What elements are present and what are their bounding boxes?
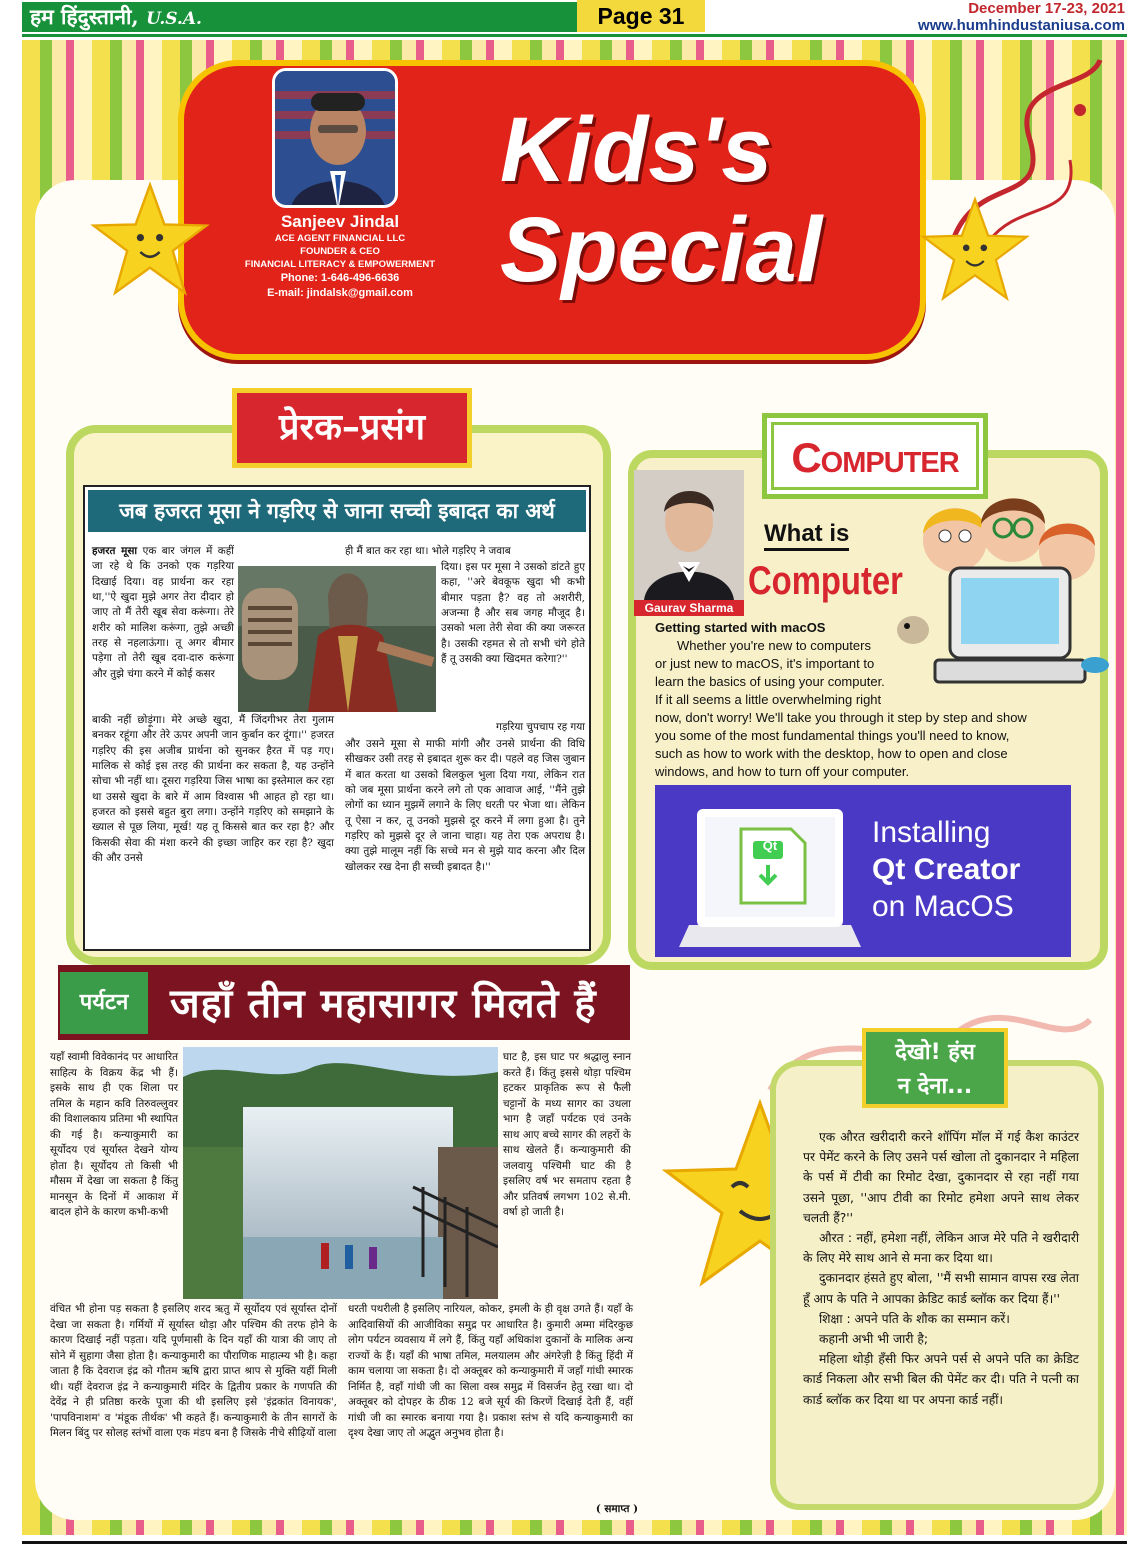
computer-body-line: learn the basics of using your computer. <box>655 674 885 689</box>
computer-body-line: you some of the most fundamental things you'll need to know, <box>655 728 1010 743</box>
author-email[interactable]: E-mail: jindalsk@gmail.com <box>267 287 413 299</box>
joke-paragraph: औरत : नहीं, हमेशा नहीं, लेकिन आज मेरे पति ने खरीदारी के लिए मेरे साथ आने से मना कर दिया था। <box>803 1231 1079 1266</box>
author-byline <box>230 212 450 301</box>
date-box <box>918 0 1125 34</box>
qt-caption-line: Qt Creator <box>872 853 1021 886</box>
computer-body-line: or just new to macOS, it's important to <box>655 656 875 671</box>
computer-body-line: If it all seems a little overwhelming right <box>655 692 882 707</box>
moses-illustration <box>238 566 436 712</box>
getting-started-subhead: Getting started with macOS <box>655 620 826 635</box>
end-mark: ( समाप्त ) <box>595 1503 638 1515</box>
computer-body-line: such as how to work with the desktop, how to open and close <box>655 746 1008 761</box>
columnist-photo <box>634 470 744 600</box>
qt-caption-line: Installing <box>872 816 991 849</box>
joke-label-line1: देखो! हंस <box>895 1040 975 1065</box>
issue-date: December 17-23, 2021 <box>968 0 1125 17</box>
paryatan-headline: जहाँ तीन महासागर मिलते हैं <box>170 981 597 1027</box>
bottom-rule <box>22 1541 1127 1544</box>
masthead-rule <box>22 34 1127 37</box>
computer-label-box <box>762 413 988 499</box>
story-col2-bottom: और उसने मूसा से माफी मांगी और उनसे प्रार्थना की विधि सीखकर उसी तरह से इबादत शुरू कर दी। पहले वह जिस जुबान में बात करता था उसको बिलकुल भुला दिया गया, लेकिन रात को जब मूसा प्रार्थना करने लगे तो एक आवाज आई, ''मैंने तुझे लोगों का ध्यान मुझमें लगाने के लिए धरती पर भेजा था। लेकिन तू ऐसा न कर, तू उनको मुझसे दूर करने में लगा हुआ है। तुने गड़रिए को मुझसे दूर ले जाना चाहा। यह तेरा एक अपराध है। क्या तुझे मालूम नहीं कि सच्चे मन से मुझे याद करना और दिल खोलकर रख देना ही सच्ची इबादत है।'' <box>345 738 585 873</box>
paryatan-tag: पर्यटन <box>60 972 148 1034</box>
story-col1-bottom: बाकी नहीं छोड़ूंगा। मेरे अच्छे खुदा, मैं जिंदगीभर तेरा गुलाम बनकर रहूंगा और तेरे ऊपर अपनी जान कुर्बान कर दूंगा।'' हजरत गड़रिए की इस अजीब प्रार्थना को सुनकर हैरत में पड़ गए। मालिक से कोई इस तरह की प्रार्थना कर सकता है, यह उन्होंने सोचा भी नहीं था। दूसरा गड़रिया जिस भाषा का इस्तेमाल कर रहा था उससे खुदा के बारे में आम विश्वास भी आहत हो रहा था। हजरत को इससे बहुत बुरा लगा। उन्होंने गड़रिए को समझाने के ख्याल से पूछ लिया, मूर्ख! यह तू किससे बात कर रहा है? और किसकी सेवा की मंशा करने की इच्छा जाहिर कर रहा है? खुदा की और उनसे <box>92 714 334 865</box>
author-phone: Phone: 1-646-496-6636 <box>280 272 400 284</box>
joke-label-line2: न देना... <box>897 1074 973 1099</box>
computer-body-line: Whether you're new to computers <box>677 638 871 653</box>
waterfall-photo <box>183 1047 498 1299</box>
columnist-name: Gaurav Sharma <box>634 600 744 616</box>
author-photo <box>272 68 398 208</box>
qt-logo: Qt <box>762 838 778 853</box>
joke-paragraph: महिला थोड़ी हँसी फिर अपने पर्स से अपने पति का क्रेडिट कार्ड निकला और सभी बिल की पेमेंट कर दी। पति ने पत्नी का कार्ड ब्लॉक कर दिया था पर अपना कार्ड नहीं। <box>803 1352 1079 1407</box>
story-text: एक बार जंगल में कहीं जा रहे थे कि उनको एक गड़रिया दिखाई दिया। वह प्रार्थना कर रहा था,''ऐ खुदा मुझे अगर तेरा दीदार हो जाए तो मैं तेरी खूब सेवा करूंगा। तेरे शरीर को मालिश करूंगा, तुझे अच्छी तरह से नहलाऊंगा। तू अगर बीमार पड़ेगा तो तेरी खूब दवा-दारु करूंगा और तुझे चंगा करने में कोई कसर <box>92 545 234 680</box>
website-link[interactable]: www.humhindustaniusa.com <box>918 17 1125 34</box>
story-headline: जब हजरत मूसा ने गड़रिए से जाना सच्ची इबादत का अर्थ <box>88 490 586 532</box>
banner-title-line1: Kids's <box>500 99 773 201</box>
story-col2-mid: गड़रिया चुपचाप रह गया <box>495 721 585 733</box>
author-line: FOUNDER & CEO <box>300 246 380 257</box>
paper-name-text: हम हिंदुस्तानी, <box>30 4 139 29</box>
paper-name <box>22 2 322 32</box>
paryatan-bottom-right: धरती पथरीली है इसलिए नारियल, कोकर, इमली के ही वृक्ष उगते हैं। यहाँ के आदिवासियों की आजीविका समुद्र पर आधारित है। कुमारी अम्मा मंदिरकुछ लोग पर्यटन व्यवसाय में लगे हैं, किंतु यहाँ अधिकांश दुकानों के मालिक अन्य राज्यों के हैं। यहाँ की भाषा तमिल, मलयालम और अंगरेज़ी है किंतु हिंदी में काम चलाया जा सकता है। दो अक्तूबर को कन्याकुमारी में जहाँ गांधी स्मारक निर्मित है, वहाँ गांधी जी का सिला वस्त्र समुद्र में विसर्जन हेतु रखा था। दो अक्तूबर को दोपहर के ठीक 12 बजे सूर्य की किरणें दिखाई देती हैं, वहीं गांधी जी का स्मारक बनाया गया है। प्रकाश स्तंभ से यदि कन्याकुमारी का दृश्य देखा जाए तो अद्भुत अनुभव होता है। <box>348 1303 633 1439</box>
story-lead: हजरत मूसा <box>92 545 138 557</box>
page-number: Page 31 <box>577 0 705 32</box>
author-line: FINANCIAL LITERACY & EMPOWERMENT <box>244 259 436 270</box>
computer-heading: Computer <box>748 559 903 603</box>
what-is-heading: What is <box>764 520 849 551</box>
joke-body <box>803 1127 1079 1410</box>
paryatan-bottom-left: वंचित भी होना पड़ सकता है इसलिए शरद ऋतु में सूर्योदय एवं सूर्यास्त दोनों देखा जा सकता है। गर्मियों में सूर्यास्त थोड़ा और पश्चिम की तरफ होने के कारण दिखाई नहीं पड़ता। यदि पूर्णमासी के दिन यहाँ की यात्रा की जाए तो सोने में सुहागा जैसा होता है। कन्याकुमारी का पौराणिक माहात्म्य भी है। कहा जाता है कि देवराज इंद्र को गौतम ऋषि द्वारा प्राप्त श्राप से मुक्ति यहीं मिली थी। यहीं देवराज इंद्र ने कन्याकुमारी मंदिर के द्वितीय प्रकार के गणपति की देवेंद्र ने ही प्रतिष्ठा करके पूजा की थी इसलिए इसे 'इंद्रकांत विनायक', 'पापविनाशम' व 'मंडूक तीर्थक' भी कहते हैं। कन्याकुमारी के तीन सागरों के मिलन बिंदु पर सोलह स्तंभों वाला एक मंडप बना है जिसके नीचे सीढ़ियों वाला <box>50 1303 337 1439</box>
qt-caption-line: on MacOS <box>872 890 1014 923</box>
smiling-star-icon <box>90 180 210 300</box>
masthead <box>0 0 1135 38</box>
story-col2-first-line: ही मैं बात कर रहा था। भोले गड़रिए ने जवाब <box>345 545 511 557</box>
joke-paragraph: शिक्षा : अपने पति के शौक का सम्मान करें। <box>819 1311 1010 1326</box>
author-line: ACE AGENT FINANCIAL LLC <box>274 233 406 244</box>
story-col1-top <box>92 544 234 682</box>
computer-label: Computer <box>771 422 979 490</box>
joke-paragraph: कहानी अभी भी जारी है; <box>819 1332 929 1347</box>
smiling-star-icon <box>920 195 1030 305</box>
author-name: Sanjeev Jindal <box>280 212 400 231</box>
computer-body <box>655 637 1078 781</box>
computer-body-line: now, don't worry! We'll take you through it step by step and show <box>655 710 1027 725</box>
qt-creator-caption <box>872 814 1020 925</box>
joke-paragraph: एक औरत खरीदारी करने शॉपिंग मॉल में गई कैश काउंटर पर पेमेंट करने के लिए उसने पर्स खोला तो दुकानदार ने महिला के पर्स में टीवी का रिमोट देखा, दुकानदार से रहा नहीं गया उसने पूछा, ''आप टीवी का रिमोट हमेशा अपने साथ लेकर चलती हैं?'' <box>803 1130 1079 1225</box>
masthead-strip <box>322 2 577 32</box>
paryatan-left-col: यहाँ स्वामी विवेकानंद पर आधारित साहित्य के विक्रय केंद्र भी हैं। इसके साथ ही एक शिला पर तमिल के महान कवि तिरुवल्लुवर की विशालकाय प्रतिमा भी स्थापित की गई है। कन्याकुमारी का सूर्योदय एवं सूर्यास्त देखने योग्य होता है। सूर्योदय तो किसी भी मौसम में देखा जा सकता है किंतु मानसून के दिनों में आकाश में बादल होने के कारण कभी-कभी <box>50 1051 178 1218</box>
banner-title <box>500 100 920 300</box>
story-col2-top: दिया। इस पर मूसा ने उसको डांटते हुए कहा, ''अरे बेवकूफ खुदा भी कभी बीमार पड़ता है? वह तो अशरीरी, अजन्मा है और सब जगह मौजूद है। उसको भला तेरी सेवा की क्या जरूरत है। उसकी रहमत से तो सभी चंगे होते हैं तू उसकी क्या खिदमत करेगा?'' <box>441 561 585 666</box>
paryatan-right-col: घाट है, इस घाट पर श्रद्धालु स्नान करते हैं। किंतु इससे थोड़ा पश्चिम हटकर प्राकृतिक रूप से फैली चट्टानों के मध्य सागर का उथला भाग है जहाँ पर्यटक एवं उनके साथ आए बच्चे सागर की लहरों के साथ खेलते हैं। कन्याकुमारी की जलवायु पश्चिमी घाट की है इसलिए वर्ष भर समताप रहता है और प्रतिवर्ष लगभग 102 से.मी. वर्षा हो जाती है। <box>503 1051 631 1218</box>
banner-title-line2: Special <box>500 199 823 301</box>
paper-name-suffix: U.S.A. <box>146 9 202 29</box>
computer-body-line: windows, and how to turn off your computer. <box>655 764 910 779</box>
prerak-prasang-label: प्रेरक–प्रसंग <box>232 388 472 468</box>
joke-paragraph: दुकानदार हंसते हुए बोला, ''मैं सभी सामान वापस रख लेता हूँ आप के पति ने आपका क्रेडिट कार्ड ब्लॉक कर दिया हैं।'' <box>803 1271 1079 1306</box>
joke-label <box>862 1028 1008 1108</box>
